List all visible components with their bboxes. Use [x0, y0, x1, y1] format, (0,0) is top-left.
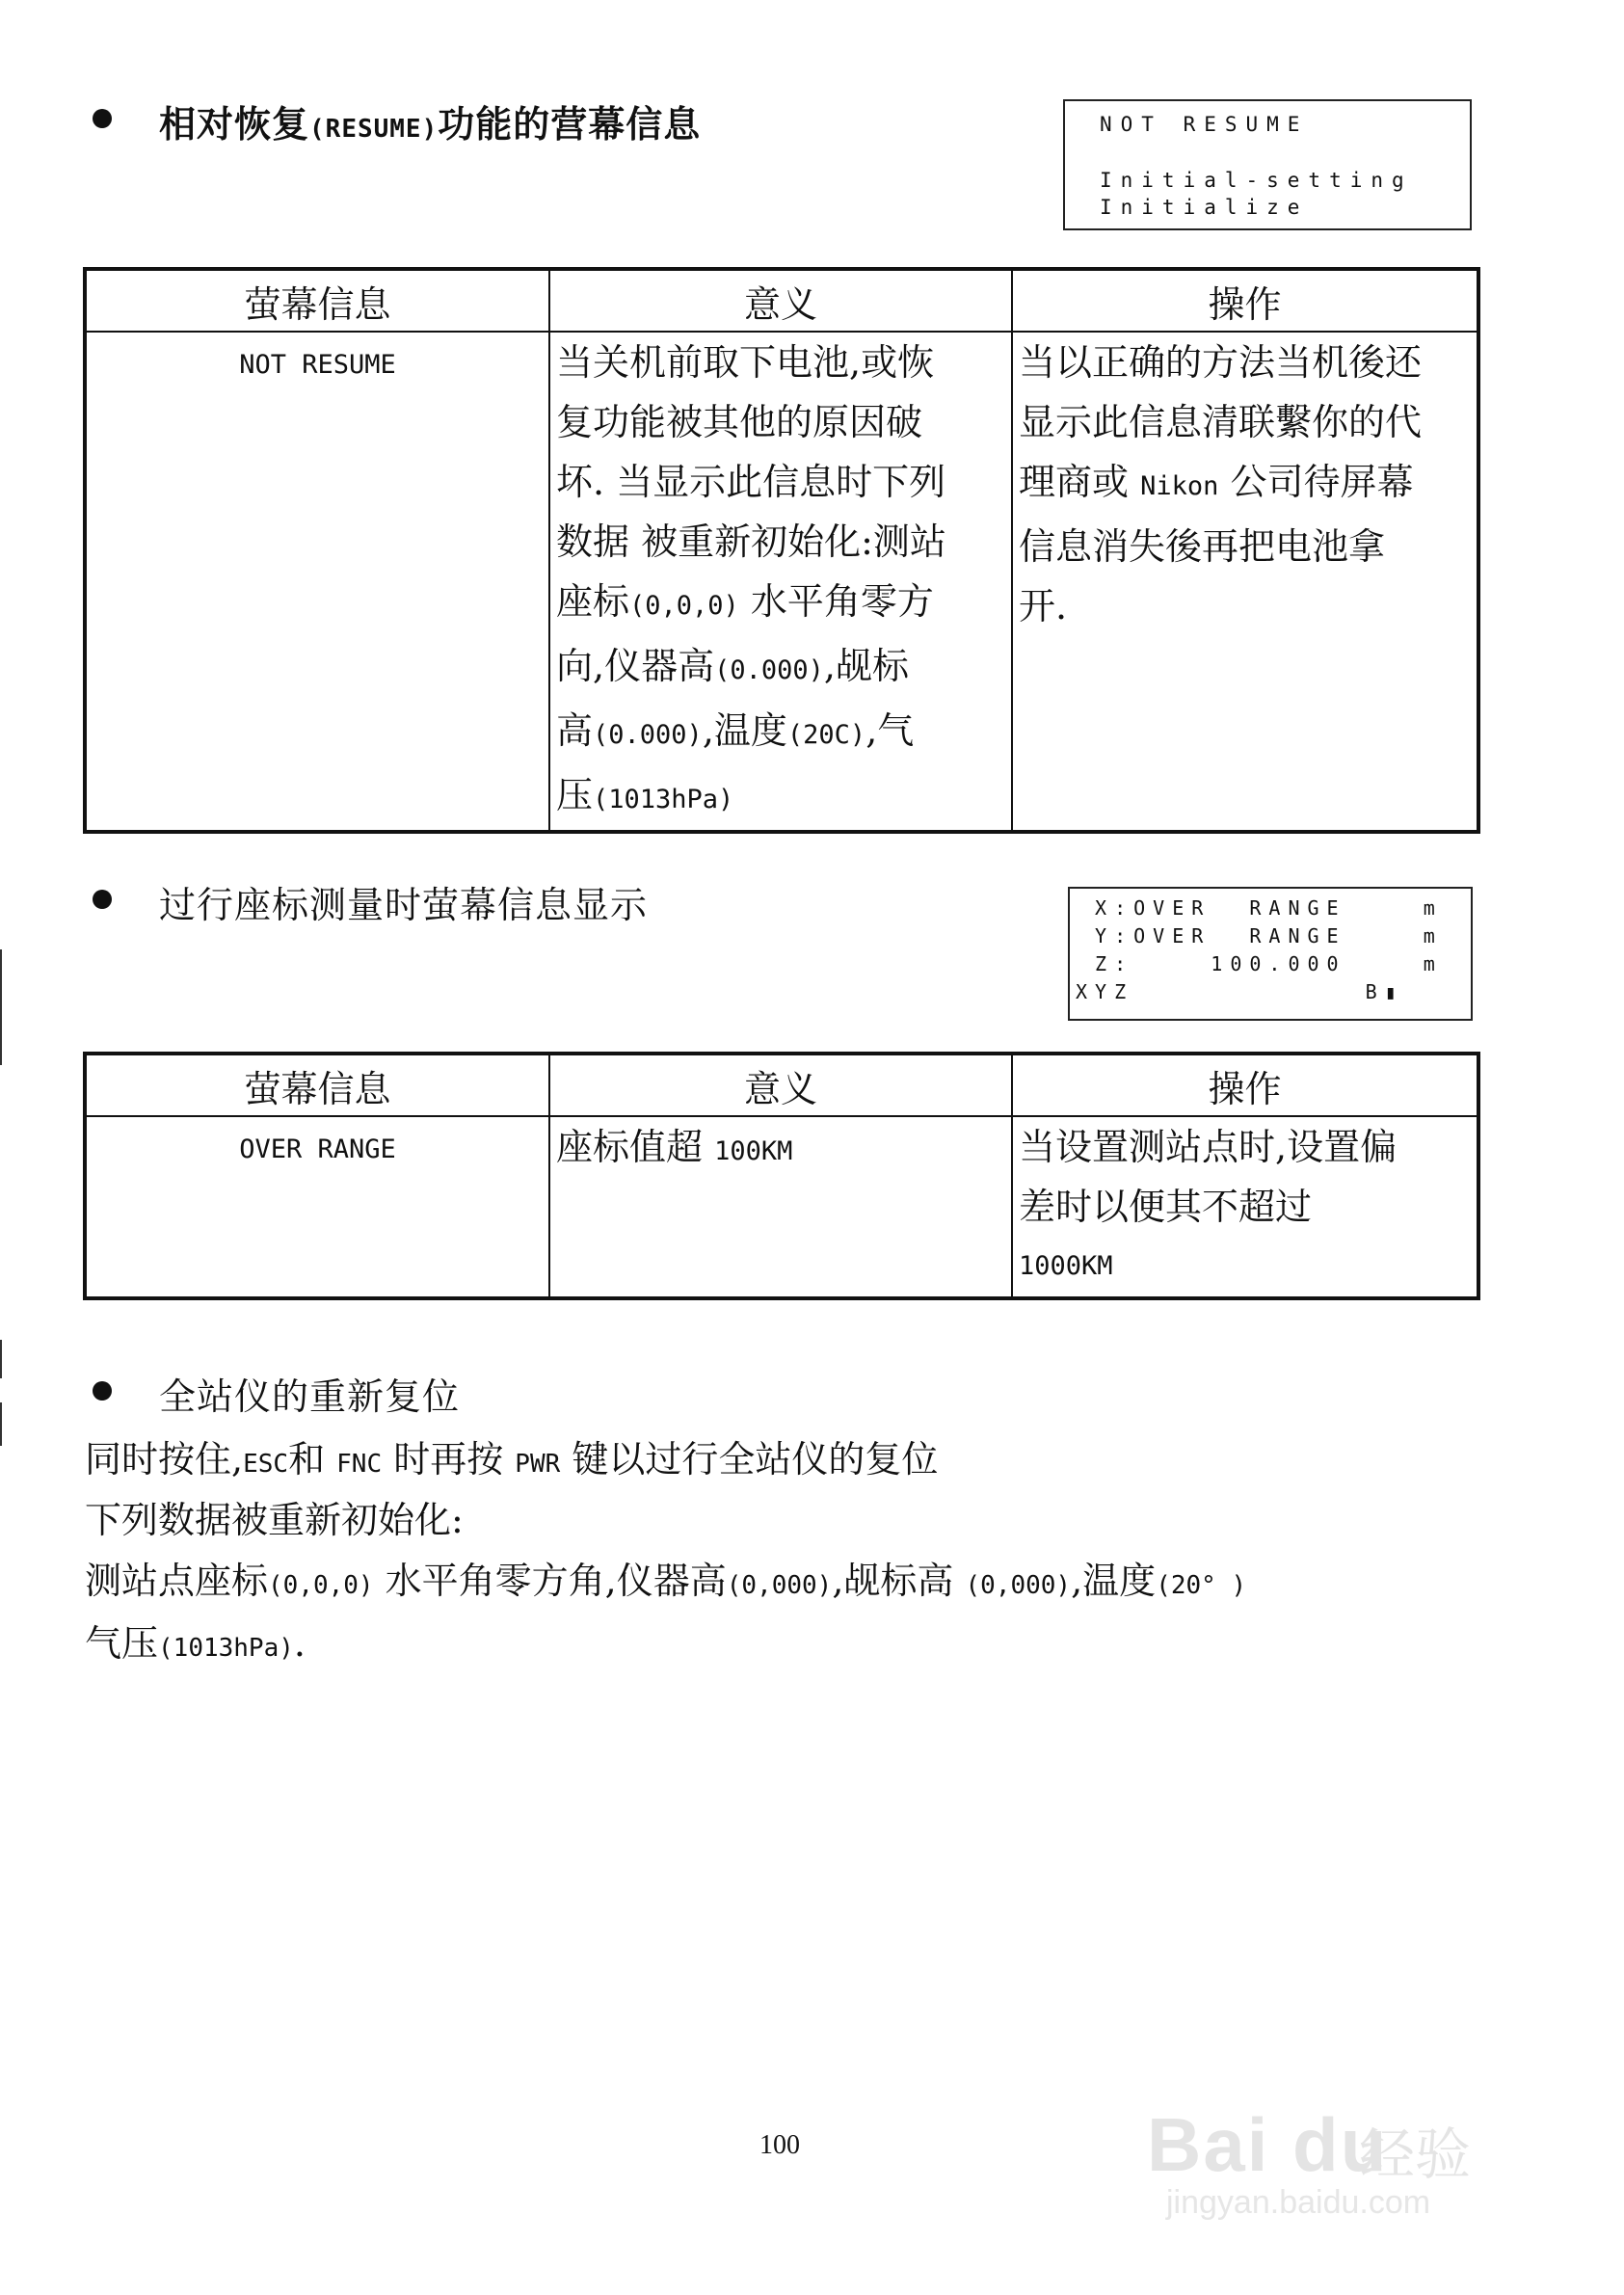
- bullet-icon: [93, 1381, 112, 1401]
- lcd-display-not-resume: [1063, 99, 1472, 230]
- reset-code: (0,000): [965, 1571, 1072, 1600]
- meaning-line: 数据 被重新初始化:测站: [556, 520, 946, 563]
- operation-line: 信息消失後再把电池拿: [1019, 525, 1386, 568]
- operation-cell: [1012, 1116, 1478, 1298]
- meaning-text: ,温度: [702, 709, 787, 752]
- meaning-text: 压: [556, 774, 594, 816]
- header-message: 萤幕信息: [85, 1054, 549, 1116]
- message-cell: [85, 332, 549, 832]
- reset-text: ,温度: [1071, 1560, 1157, 1602]
- bullet-icon: [93, 890, 112, 909]
- over-range-table: [83, 1052, 1480, 1300]
- section2-heading: 过行座标测量时萤幕信息显示: [159, 884, 649, 926]
- meaning-text: 高: [556, 709, 594, 752]
- header-operation: 操作: [1012, 269, 1478, 332]
- reset-text: 水平角零方角,仪器高: [373, 1560, 727, 1602]
- baidu-logo: Bai du: [1147, 2102, 1389, 2187]
- operation-text: 理商或: [1019, 461, 1141, 503]
- meaning-code: (1013hPa): [593, 785, 734, 814]
- not-resume-table: [83, 267, 1480, 834]
- lcd-line: Y:OVER RANGE m: [1076, 924, 1443, 947]
- section1-heading-text-2: 功能的营幕信息: [438, 102, 702, 146]
- meaning-text: 座标值超: [556, 1126, 715, 1168]
- section3-heading: 全站仪的重新复位: [159, 1375, 461, 1418]
- fnc-key-label: FNC: [336, 1450, 383, 1479]
- meaning-text: 水平角零方: [738, 580, 934, 623]
- meaning-line: 当关机前取下电池,或恢: [556, 341, 935, 384]
- operation-line: 当以正确的方法当机後还: [1019, 341, 1423, 384]
- meaning-text: ,气: [865, 709, 915, 752]
- message-text: OVER RANGE: [239, 1134, 396, 1164]
- meaning-text: ,觇标: [823, 645, 909, 687]
- meaning-line: [556, 701, 1007, 765]
- operation-line: 开.: [1019, 585, 1068, 627]
- reset-data-line-2: [85, 1614, 306, 1667]
- header-message: 萤幕信息: [85, 269, 549, 332]
- lcd-line: Initialize: [1100, 196, 1309, 219]
- operation-cell: [1012, 332, 1478, 832]
- meaning-code: (0.000): [714, 655, 824, 685]
- operation-line: [1019, 452, 1473, 517]
- scan-edge-mark: [0, 949, 2, 1065]
- watermark-label: 经验: [1359, 2122, 1472, 2187]
- meaning-line: 复功能被其他的原因破: [556, 401, 923, 443]
- meaning-cell: [549, 1116, 1012, 1298]
- header-meaning: 意义: [549, 269, 1012, 332]
- section1-heading-text: 相对恢复: [159, 102, 310, 146]
- header-operation: 操作: [1012, 1054, 1478, 1116]
- header-meaning: 意义: [549, 1054, 1012, 1116]
- reset-text: 时再按: [382, 1438, 516, 1481]
- bullet-icon: [93, 109, 112, 128]
- operation-text: 公司待屏幕: [1218, 461, 1414, 503]
- meaning-line: 坏. 当显示此信息时下列: [556, 461, 946, 503]
- meaning-code: 100KM: [714, 1136, 793, 1166]
- message-cell: [85, 1116, 549, 1298]
- reset-text: 气压: [85, 1622, 159, 1665]
- reset-code: (1013hPa): [158, 1634, 294, 1663]
- reset-code: (0,0,0): [268, 1571, 374, 1600]
- meaning-line: [556, 572, 1007, 636]
- meaning-code: (0.000): [593, 720, 703, 750]
- lcd-line: NOT RESUME: [1100, 113, 1309, 136]
- reset-text: 同时按住,: [85, 1438, 244, 1481]
- operation-line: 当设置测站点时,设置偏: [1019, 1126, 1398, 1168]
- reset-text: 和: [288, 1438, 337, 1481]
- baidu-jingyan-watermark: [1147, 2101, 1552, 2221]
- lcd-display-over-range: [1068, 887, 1473, 1021]
- reset-text: ,觇标高: [832, 1560, 966, 1602]
- operation-line: 差时以便其不超过: [1019, 1186, 1313, 1228]
- message-text: NOT RESUME: [239, 350, 396, 380]
- operation-line: 显示此信息清联繫你的代: [1019, 401, 1423, 443]
- operation-code: 1000KM: [1019, 1251, 1113, 1281]
- reset-data-line: [85, 1551, 1246, 1604]
- pwr-key-label: PWR: [515, 1450, 561, 1479]
- lcd-line: Z: 100.000 m: [1076, 952, 1443, 975]
- meaning-text: 向,仪器高: [556, 645, 715, 687]
- esc-key-label: ESC: [243, 1450, 289, 1479]
- page-number: 100: [759, 2130, 800, 2160]
- lcd-line: X:OVER RANGE m: [1076, 896, 1443, 920]
- lcd-line: XYZ B▮: [1076, 980, 1404, 1003]
- meaning-text: 座标: [556, 580, 630, 623]
- reset-text: 测站点座标: [85, 1560, 269, 1602]
- lcd-line: Initial-setting: [1100, 169, 1413, 192]
- reset-code: (0,000): [726, 1571, 833, 1600]
- meaning-line: [556, 1117, 1007, 1182]
- meaning-line: [556, 636, 1007, 701]
- section1-heading-code: (RESUME): [309, 115, 439, 144]
- reset-text: .: [293, 1622, 306, 1665]
- scan-edge-mark: [0, 1340, 2, 1378]
- reset-instruction-line: [85, 1429, 938, 1482]
- reset-code: (20° ): [1156, 1571, 1247, 1600]
- operation-code: Nikon: [1140, 471, 1219, 501]
- meaning-cell: [549, 332, 1012, 832]
- meaning-code: (0,0,0): [629, 591, 739, 621]
- watermark-url: jingyan.baidu.com: [1166, 2184, 1431, 2221]
- reset-text: 键以过行全站仪的复位: [560, 1438, 939, 1481]
- meaning-line: [556, 765, 1007, 830]
- reset-data-intro: 下列数据被重新初始化:: [85, 1499, 464, 1541]
- meaning-code: (20C): [786, 720, 866, 750]
- section1-heading: [159, 94, 701, 147]
- scan-edge-mark: [0, 1402, 2, 1446]
